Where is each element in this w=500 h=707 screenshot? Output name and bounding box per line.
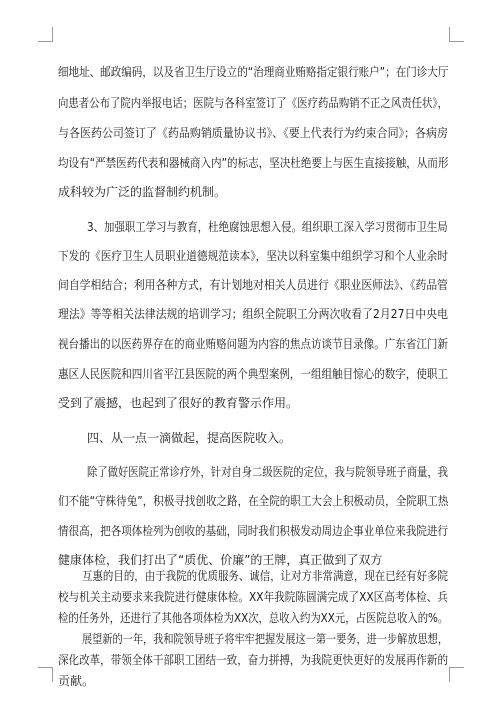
text-line: 受到了震撼，也起到了很好的教育警示作用。 — [58, 396, 299, 410]
text-line: 间自学相结合；利用各种方式，有计划地对相关人员进行《职业医师法》、《药品管 — [58, 278, 449, 292]
crop-mark-bottom-right — [449, 667, 464, 682]
text-line: 深化改革，带领全体干部职工团结一致，奋力拼搏，为我院更快更好的发展再作新的 — [58, 653, 449, 667]
paragraph-start-line: 互惠的目的，由于我院的优质服务、诚信，让对方非常满意，现在已经有好多院 — [82, 569, 449, 583]
text-line: 健康体检，我们打出了“质优、价廉”的王牌，真正做到了双方 — [58, 553, 383, 567]
text-line: 下发的《医疗卫生人员职业道德规范读本》，坚决以科室集中组织学习和个人业余时 — [58, 249, 449, 263]
text-line: 们不能“守株待兔”，积极寻找创收之路，在全院的职工大会上积极动员，全院职工热 — [58, 494, 449, 508]
text-line: 贡献。 — [58, 674, 95, 688]
text-line: 与各医药公司签订了《药品购销质量协议书》、《要上代表行为约束合同》；各病房 — [58, 126, 449, 140]
text-line: 视台播出的以医药界存在的商业贿赂问题为内容的焦点访谈节目录像。广东省江门新 — [58, 337, 449, 351]
crop-mark-top-right — [449, 27, 464, 42]
crop-mark-top-left — [38, 27, 53, 42]
text-line: 细地址、邮政编码，以及省卫生厅设立的“治理商业贿赂指定银行账户”；在门诊大厅 — [58, 65, 449, 79]
text-line: 理法》等等相关法律法规的培训学习；组织全院职工分两次收看了2月27日中央电 — [58, 307, 448, 321]
text-line: 成科较为广泛的监督制约机制。 — [58, 185, 227, 199]
paragraph-start-line: 展望新的一年，我和院领导班子将牢牢把握发展这一第一要务，进一步解放思想， — [82, 632, 449, 646]
text-line: 检的任务外，还进行了其他各项体检为XX次，总收入约为XX元，占医院总收入的%。 — [58, 611, 449, 625]
text-line: 校与机关主动要求来我院进行健康体检。XX年我院陈圆满完成了XX区高考体检、兵 — [58, 590, 448, 604]
text-line: 惠区人民医院和四川省平江县医院的两个典型案例，一组组触目惊心的数字，使职工 — [58, 367, 449, 381]
paragraph-start-line: 除了做好医院正常诊疗外，针对自身二级医院的定位，我与院领导班子商量，我 — [87, 465, 449, 479]
crop-mark-bottom-left — [38, 667, 53, 682]
text-line: 情很高，把各项体检列为创收的基础，同时我们积极发动周边企事业单位来我院进行 — [58, 524, 449, 538]
paragraph-start-line: 3、加强职工学习与教育，杜绝腐蚀思想入侵。组织职工深入学习贯彻市卫生局 — [87, 220, 448, 234]
section-heading: 四、从一点一滴做起，提高医院收入。 — [87, 431, 292, 445]
text-line: 向患者公布了院内举报电话；医院与各科室签订了《医疗药品购销不正之风责任状》， — [58, 96, 449, 110]
text-line: 均设有“严禁医药代表和器械商入内”的标志，坚决杜绝要上与医生直接接触，从而形 — [58, 156, 449, 170]
